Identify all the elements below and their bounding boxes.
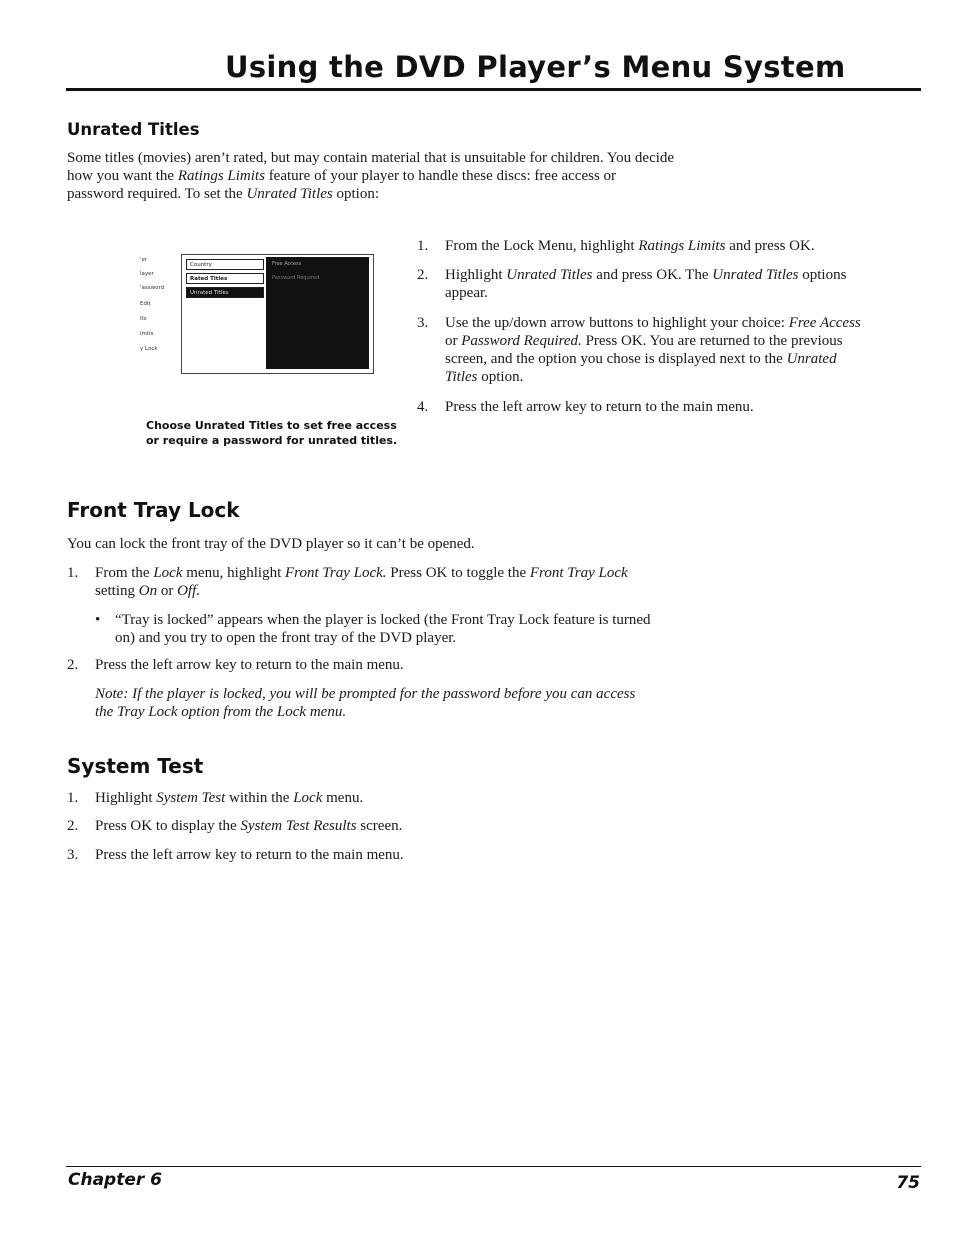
figure-menu-item-highlighted: Unrated Titles <box>186 287 264 298</box>
text-run: options <box>798 267 847 283</box>
text-run: password required. To set the <box>67 186 247 202</box>
text-line <box>67 149 674 167</box>
text-line <box>445 332 861 350</box>
section-heading-system-test: System Test <box>67 754 204 778</box>
italic-run: Off. <box>177 583 201 599</box>
text-run: screen. <box>356 818 403 834</box>
italic-run: Note: If the player is locked, you will be prompted for the password before you can access <box>95 686 636 702</box>
section-heading-unrated-titles: Unrated Titles <box>67 120 200 139</box>
figure-left-label: 'assword <box>140 285 165 291</box>
text-run: Press the left arrow key to return to the main menu. <box>445 399 754 415</box>
text-line <box>445 398 754 416</box>
text-run: From the <box>95 565 154 581</box>
unrated-intro <box>67 149 674 203</box>
text-run: feature of your player to handle these discs: free access or <box>264 168 617 184</box>
text-run: screen, and the option you chose is displayed next to the <box>445 351 787 367</box>
figure-left-label: 'er <box>140 257 148 263</box>
figure-left-label: imits <box>140 331 154 337</box>
text-run: appear. <box>445 285 488 301</box>
text-run: Press OK to display the <box>95 818 241 834</box>
italic-run: Ratings Limits <box>638 238 726 254</box>
text-run: or <box>445 333 462 349</box>
italic-run: Ratings Limits <box>177 168 265 184</box>
text-run: “Tray is locked” appears when the player is locked (the Front Tray Lock feature is turned <box>115 612 651 628</box>
footer-chapter: Chapter 6 <box>68 1170 163 1190</box>
text-line <box>95 817 402 835</box>
text-run: within the <box>225 790 294 806</box>
text-line <box>95 846 404 864</box>
figure-left-label: layer <box>140 271 154 277</box>
text-run: Highlight <box>445 267 507 283</box>
footer-divider <box>66 1166 921 1167</box>
italic-run: Lock <box>153 565 183 581</box>
text-line <box>95 789 363 807</box>
page-title: Using the DVD Player’s Menu System <box>225 50 846 84</box>
text-line <box>115 629 651 647</box>
figure-caption: Choose Unrated Titles to set free access or require a password for unrated titles. <box>146 419 398 447</box>
italic-run: System Test Results <box>240 818 357 834</box>
text-line <box>445 350 861 368</box>
italic-run: Password Required. <box>461 333 582 349</box>
front-tray-note <box>95 685 635 721</box>
figure-left-label: Edit <box>140 301 151 307</box>
italic-run: Unrated Titles <box>712 267 799 283</box>
text-run: option: <box>332 186 379 202</box>
text-line <box>95 703 635 721</box>
text-line <box>95 656 404 674</box>
text-run: and press OK. <box>725 238 815 254</box>
italic-run: Unrated Titles <box>506 267 593 283</box>
figure-menu-item: Country <box>186 259 264 270</box>
text-run: Use the up/down arrow buttons to highlight your choice: <box>445 315 789 331</box>
text-line <box>445 314 861 332</box>
italic-run: Front Tray Lock <box>529 565 628 581</box>
text-run: or <box>157 583 178 599</box>
text-line <box>445 237 815 255</box>
figure-option: Password Required <box>272 275 320 281</box>
text-run: Press the left arrow key to return to the main menu. <box>95 847 404 863</box>
figure-options-panel <box>266 257 369 369</box>
text-run: From the Lock Menu, highlight <box>445 238 639 254</box>
text-line <box>67 167 674 185</box>
text-line <box>115 611 651 629</box>
italic-run: Front Tray Lock. <box>285 565 387 581</box>
text-line <box>95 582 628 600</box>
text-line <box>445 284 846 302</box>
figure-left-label: y Lock <box>140 346 158 352</box>
front-tray-intro: You can lock the front tray of the DVD player so it can’t be opened. <box>67 536 475 552</box>
text-run: Press OK to toggle the <box>386 565 530 581</box>
text-line <box>445 266 846 284</box>
italic-run: Titles <box>445 369 478 385</box>
text-run: option. <box>477 369 524 385</box>
italic-run: Lock <box>293 790 323 806</box>
text-line <box>445 368 861 386</box>
text-run: Some titles (movies) aren’t rated, but may contain material that is unsuitable for children. You decide <box>67 150 675 166</box>
figure-left-label: Its <box>140 316 147 322</box>
figure-option: Free Access <box>272 261 302 267</box>
section-heading-front-tray-lock: Front Tray Lock <box>67 498 240 522</box>
italic-run: Free Access <box>788 315 861 331</box>
unrated-titles-screenshot <box>140 254 374 374</box>
text-line <box>95 564 628 582</box>
text-run: setting <box>95 583 139 599</box>
text-line <box>67 185 674 203</box>
italic-run: System Test <box>156 790 226 806</box>
figure-menu-item: Rated Titles <box>186 273 264 284</box>
text-run: menu, highlight <box>182 565 286 581</box>
italic-run: the Tray Lock option from the Lock menu. <box>95 704 347 720</box>
text-run: Press the left arrow key to return to the main menu. <box>95 657 404 673</box>
text-run: on) and you try to open the front tray of the DVD player. <box>115 630 457 646</box>
text-line <box>95 685 635 703</box>
page-number: 75 <box>896 1173 920 1193</box>
title-divider <box>66 88 921 91</box>
text-run: and press OK. The <box>592 267 713 283</box>
italic-run: Unrated Titles <box>246 186 333 202</box>
text-run: Press OK. You are returned to the previous <box>581 333 843 349</box>
text-run: menu. <box>322 790 364 806</box>
text-run: Highlight <box>95 790 157 806</box>
italic-run: Unrated <box>786 351 837 367</box>
text-run: how you want the <box>67 168 178 184</box>
italic-run: On <box>138 583 158 599</box>
